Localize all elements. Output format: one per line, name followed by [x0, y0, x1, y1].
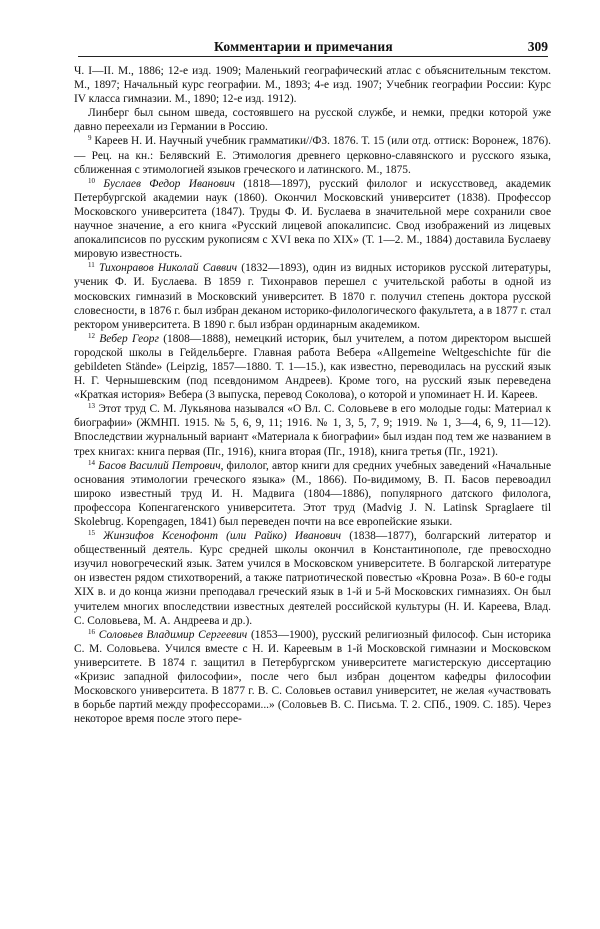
running-header [78, 38, 548, 57]
person-name: Жинзифов Ксенофонт (или Райко) Иванович [103, 530, 342, 543]
note-number: 16 [88, 627, 95, 636]
page-number: 309 [527, 39, 548, 54]
running-title: Комментарии и примечания [214, 39, 393, 54]
person-name: Соловьев Владимир Сергеевич [98, 628, 248, 641]
person-name: Тихонравов Николай Саввич [98, 262, 238, 275]
note-number: 14 [88, 458, 95, 467]
note-number: 13 [88, 402, 95, 411]
note-number: 12 [88, 331, 95, 340]
notes-body [74, 64, 551, 726]
person-name: Буслаев Федор Иванович [103, 177, 235, 190]
person-name: Вебер Георг [99, 332, 159, 345]
note-13: $^{13}$ Этот труд С. М. Лукьянова назывался «О Вл. С. Соловьеве в его молодые годы: Материал к биографии» (ЖМНП. 1915. № 5, 6, 9, 11; 1916. № 1, 3, 5, 7, 9; 1919. № 1, 3—4, 6, 9, 11—12). Впоследствии журнальный вариант «Материала к биографии» был издан под тем же названием в трех книгах: книга первая (Пг., 1916), книга вторая (Пг., 1918), книга третья (Пг., 1921). [74, 402, 551, 458]
paragraph: Линберг был сыном шведа, состоявшего на русской службе, и немки, предки которой уже давно переехали из Германии в Россию. [74, 107, 551, 134]
note-16: $^{16}$ Соловьев Владимир Сергеевич (1853—1900), русский религиозный философ. Сын историка С. М. Соловьева. Учился вместе с Н. И. Кареевым в 1-й Московской гимназии и Московском университете. В 1874 г. защитил в Петербургском университете магистерскую диссертацию «Кризис западной философии», после чего был избран доцентом кафедры философии Московского университета. В 1877 г. В. С. Соловьев оставил университет, не желая «участвовать в борьбе партий между профессорами...» (Соловьев В. С. Письма. Т. 2. СПб., 1909. С. 185). Через некоторое время после этого пере- [74, 627, 551, 726]
person-name: Басов Василий Петрович [98, 459, 221, 472]
note-9: $^9$ Кареев Н. И. Научный учебник грамматики//ФЗ. 1876. Т. 15 (или отд. оттиск: Воронеж, 1876). — Рец. на кн.: Белявский Е. Этимология древнего церковно-славянского и русского языка, сближенная с этимологией языков греческого и латинского. М., 1875. [74, 134, 551, 176]
note-14: $^{14}$ Басов Василий Петрович, филолог, автор книги для средних учебных заведений «Начальные основания этимологии греческого языка» (М., 1866). По-видимому, В. П. Басов перевоадил широко известный труд И. Н. Мадвига (1804—1886), популярного датского филолога, профессора Копенгагенского университета. Этот труд (Madvig J. N. Latinsk Spraglaere til Skolebrug. Kopengagen, 1841) был переведен почти на все европейские языки. [74, 458, 551, 528]
note-11: $^{11}$ Тихонравов Николай Саввич (1832—1893), один из видных историков русской литературы, ученик Ф. И. Буслаева. В 1859 г. Тихонравов перешел с учительской работы в одной из московских гимназий в Московский университет. В 1870 г. получил степень доктора русской словесности, в 1876 г. был избран деканом историко-филологического факультета, а в 1877 г. стал ректором университета. В 1890 г. был избран ординарным академиком. [74, 261, 551, 331]
note-12: $^{12}$ Вебер Георг (1808—1888), немецкий историк, был учителем, а потом директором высшей городской школы в Гейдельберге. Главная работа Вебера «Allgemeine Weltgeschichte für die gebildeten Stände» (Leipzig, 1857—1880. Т. 1—15.), как известно, переводилась на русский язык Н. Г. Чернышевским (под псевдонимом Андреев). Кроме того, на русский язык переведена «Краткая история» Вебера (3 выпуска, перевод Соколова), о которой и упоминает Н. И. Кареев. [74, 331, 551, 402]
paragraph-continuation: Ч. I—II. М., 1886; 12-е изд. 1909; Маленький географический атлас с объяснительным текстом. М., 1897; Начальный курс географии. М., 1893; 4-е изд. 1907; Учебник географии России: Курс IV класса гимназии. М., 1890; 12-е изд. 1912). [74, 65, 551, 106]
note-number: 11 [88, 261, 95, 270]
note-15: $^{15}$ Жинзифов Ксенофонт (или Райко) Иванович (1838—1877), болгарский литератор и общественный деятель. Курс средней школы окончил в Константинополе, где превосходно изучил новогреческий язык. Затем учился в Московском университете. В болгарской литературе он известен рядом стихотворений, а также патриотической повестью «Кровна Роза». В 60-е годы XIX в. и до конца жизни преподавал греческий язык в 1-й и 5-й Московских гимназиях. Он был учителем многих впоследствии известных деятелей российской культуры (Н. И. Кареева, Влад. С. Соловьева, М. А. Андреева и др.). [74, 529, 551, 627]
note-number: 9 [88, 134, 92, 143]
note-number: 10 [88, 176, 95, 185]
note-10: $^{10}$ Буслаев Федор Иванович (1818—1897), русский филолог и искусствовед, академик Петербургской академии наук (1860). Окончил Московский университет (1838). Профессор Московского университета (1847). Труды Ф. И. Буслаева в значительной мере сохранили свое научное значение, а его книга «Русский лицевой апокалипсис. Свод изображений из лицевых апокалипсисов по русским рукописям с XVI века по XIX» (Т. 1—2. М., 1884) доставила Буслаеву мировую известность. [74, 176, 551, 261]
note-number: 15 [88, 529, 95, 538]
